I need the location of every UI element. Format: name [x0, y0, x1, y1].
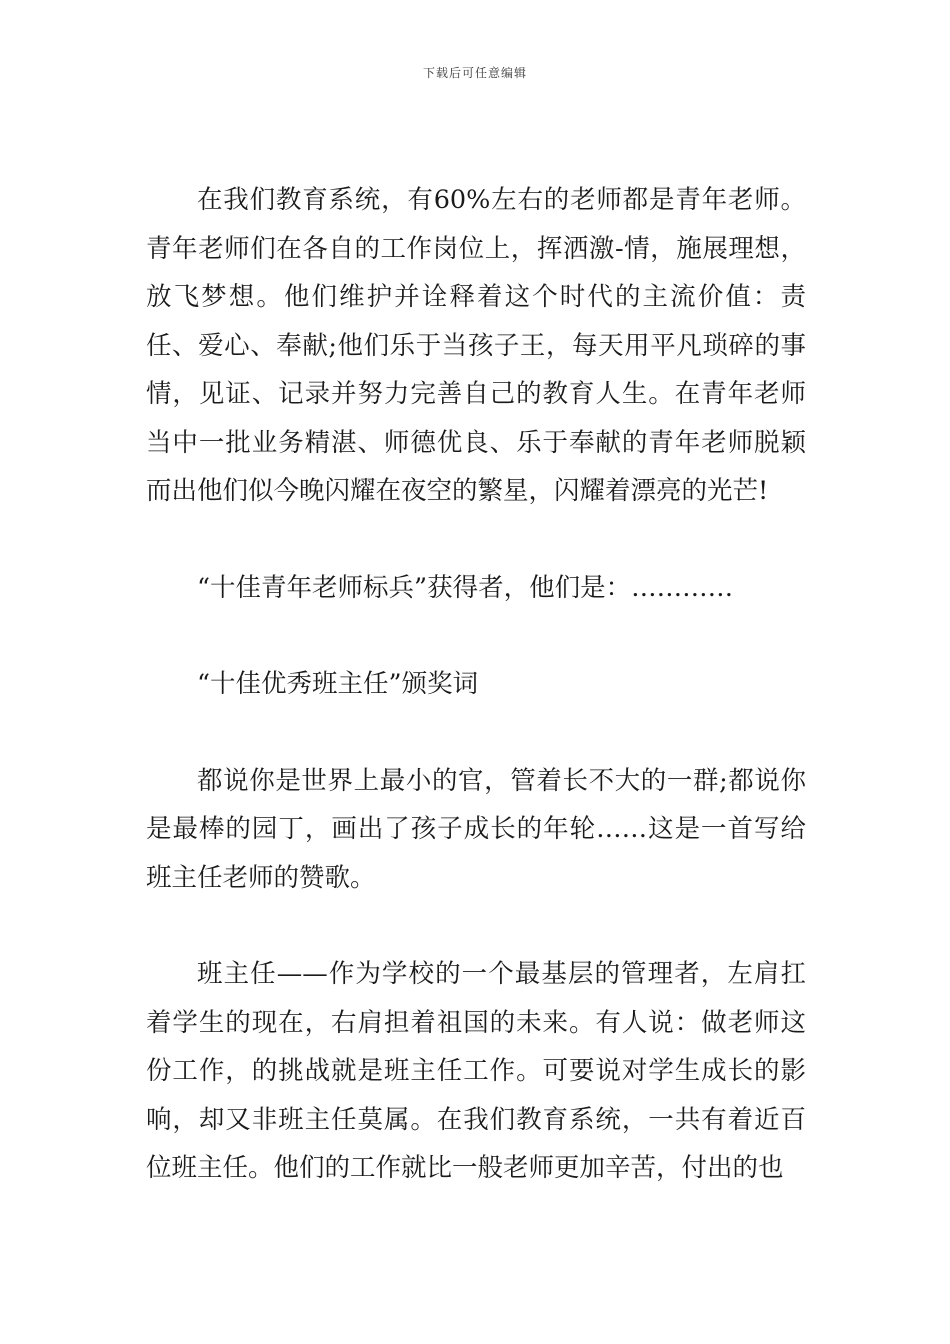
paragraph-head-teacher-role: 班主任——作为学校的一个最基层的管理者，左肩扛着学生的现在，右肩担着祖国的未来。有人说：做老师这份工作，的挑战就是班主任工作。可要说对学生成长的影响，却又非班主任莫属。在我们教育系统，一共有着近百位班主任。他们的工作就比一般老师更加辛苦，付出的也 — [146, 959, 806, 1183]
paragraph-head-teacher-praise: 都说你是世界上最小的官，管着长不大的一群;都说你是最棒的园丁，画出了孩子成长的年轮……这是一首写给班主任老师的赞歌。 — [146, 765, 806, 893]
document-body — [146, 176, 806, 1193]
paragraph-young-teachers: 在我们教育系统，有60%左右的老师都是青年老师。青年老师们在各自的工作岗位上，挥洒激-情，施展理想，放飞梦想。他们维护并诠释着这个时代的主流价值：责任、爱心、奉献;他们乐于当孩子王，每天用平凡琐碎的事情，见证、记录并努力完善自己的教育人生。在青年老师当中一批业务精湛、师德优良、乐于奉献的青年老师脱颖而出他们似今晚闪耀在夜空的繁星，闪耀着漂亮的光芒! — [146, 185, 806, 506]
paragraph-award-heading: “十佳优秀班主任”颁奖词 — [197, 669, 479, 699]
paragraph-award-winners: “十佳青年老师标兵”获得者，他们是：………… — [197, 572, 734, 603]
header-note: 下载后可任意编辑 — [422, 66, 527, 80]
